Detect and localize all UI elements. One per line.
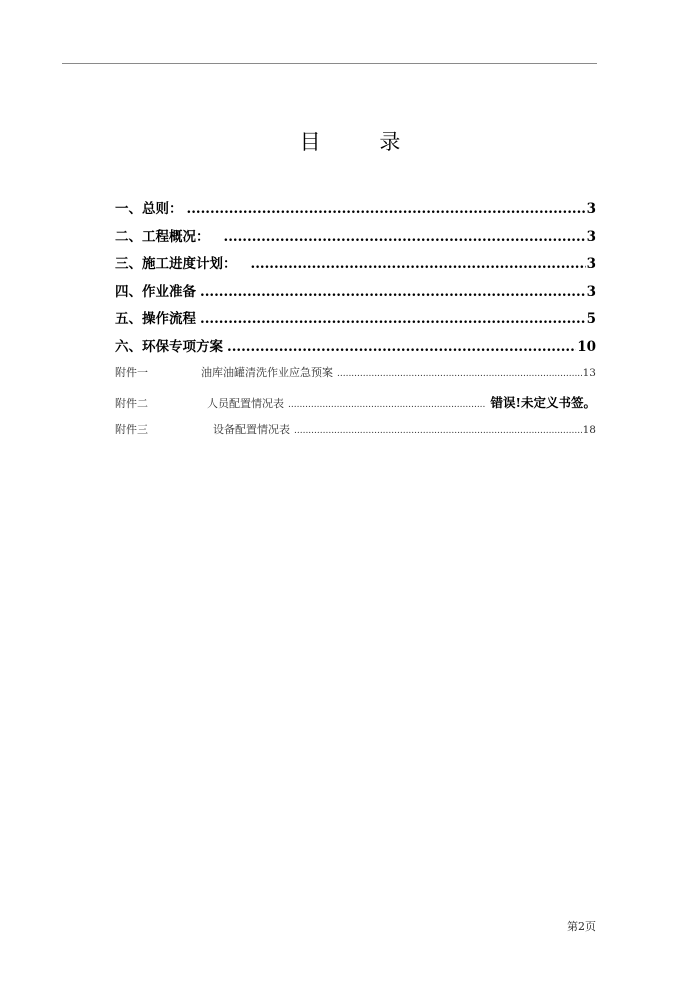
toc-leader-dots [337, 369, 582, 379]
toc-leader-dots [227, 339, 576, 355]
footer-page-number: 第2页 [567, 920, 596, 933]
toc-main-list [115, 197, 596, 362]
toc-appendix-entry[interactable]: 附件三 设备配置情况表 ..... 18 [115, 421, 596, 450]
toc-appendix-entry[interactable]: 附件二 人员配置情况表 ..... 错误!未定义书签。 [115, 393, 596, 422]
toc-entry-page: 3 [586, 201, 596, 217]
toc-entry[interactable] [115, 280, 596, 308]
toc-entry-page: 5 [586, 311, 596, 327]
toc-entry[interactable] [115, 335, 596, 363]
toc-leader-dots [288, 400, 485, 410]
toc-leader-dots [224, 229, 586, 245]
toc-entry-label: 五、操作流程 [115, 311, 196, 327]
toc-entry-label: 一、总则： [115, 201, 183, 217]
toc-title: 目 录 [299, 130, 427, 154]
toc-entry-page: 3 [586, 256, 596, 272]
toc-leader-dots [294, 426, 582, 436]
header-rule [62, 63, 597, 64]
toc-leader-dots [200, 311, 586, 327]
toc-appendix-page-error: 错误!未定义书签。 [490, 394, 596, 410]
toc-leader-dots [251, 256, 586, 272]
toc-entry-page: 3 [586, 283, 596, 300]
toc-appendix-list [115, 364, 596, 450]
toc-leader-dots [200, 284, 586, 300]
toc-entry[interactable] [115, 307, 596, 335]
toc-entry-label: 六、环保专项方案 [115, 338, 223, 355]
toc-entry-page: 10 [577, 338, 596, 355]
toc-entry[interactable] [115, 252, 596, 280]
toc-entry[interactable] [115, 225, 596, 253]
toc-entry-label: 三、施工进度计划： [115, 256, 237, 272]
toc-entry[interactable] [115, 197, 596, 225]
toc-appendix-page: 18 [582, 424, 596, 436]
toc-appendix-label: 人员配置情况表 [207, 396, 284, 410]
toc-leader-dots [187, 201, 586, 217]
toc-appendix-page: 13 [582, 367, 596, 379]
toc-appendix-label: 设备配置情况表 [213, 423, 290, 436]
toc-entry-label: 二、工程概况： [115, 228, 210, 245]
toc-entry-label: 四、作业准备 [115, 283, 196, 300]
toc-appendix-label: 油库油罐清洗作业应急预案 [201, 366, 333, 379]
toc-appendix-entry[interactable]: 附件一 油库油罐清洗作业应急预案 ..... 13 [115, 364, 596, 393]
toc-entry-page: 3 [586, 228, 596, 245]
